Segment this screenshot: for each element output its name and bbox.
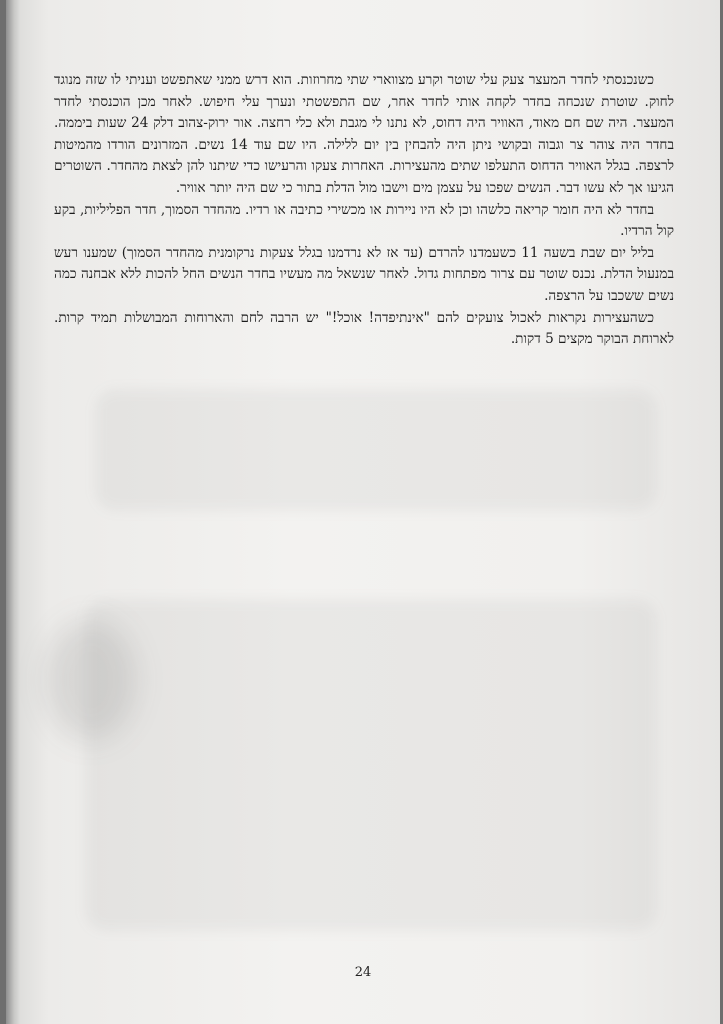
show-through-text (96, 390, 656, 510)
paragraph: כשנכנסתי לחדר המעצר צעק עלי שוטר וקרע מצווארי שתי מחרוזות. הוא דרש ממני שאתפשט ועניתי לו שזה מנוגד לחוק. שוטרת שנכחה בחדר לקחה אותי לחדר אחר, שם התפשטתי ונערך עלי חיפוש. לאחר מכן הוכנסתי לחדר המעצר. היה שם חם מאוד, האוויר היה דחוס, לא נתנו לי מגבת ולא כלי רחצה. אור ירוק-צהוב דלק 24 שעות ביממה. בחדר היה צוהר צר וגבוה ובקושי ניתן היה להבחין בין יום ללילה. היו שם עוד 14 נשים. המזרונים הורדו מהמיטות לרצפה. בגלל האוויר הדחוס התעלפו שתים מהעצירות. האחרות צעקו והרעישו כדי שיתנו להן לצאת מהחדר. השוטרים הגיעו אך לא עשו דבר. הנשים שפכו על עצמן מים וישבו מול הדלת בתור כי שם היה יותר אוויר. (54, 72, 674, 196)
paragraph: בליל יום שבת בשעה 11 כשעמדנו להרדם (עד אז לא נרדמנו בגלל צעקות נרקומנית מהחדר הסמוך) שמענו רעש במנעול הדלת. נכנס שוטר עם צרור מפתחות גדול. לאחר שנשאל מה מעשיו בחדר הנשים החל להכות ללא אבחנה כמה נשים ששכבו על הרצפה. (54, 244, 674, 304)
paragraph: בחדר לא היה חומר קריאה כלשהו וכן לא היו ניירות או מכשירי כתיבה או רדיו. מהחדר הסמוך, חדר הפליליות, בקע קול הרדיו. (54, 201, 674, 240)
page-binding-shadow (6, 0, 20, 1024)
finger-smudge (46, 620, 136, 740)
body-text (54, 70, 674, 351)
scanned-page (6, 0, 720, 1024)
page-number: 24 (354, 965, 372, 980)
show-through-text (86, 600, 656, 930)
paragraph: כשהעצירות נקראות לאכול צועקים להם "אינתיפדה! אוכל!" יש הרבה לחם והארוחות המבושלות תמיד קרות. לארוחת הבוקר מקצים 5 דקות. (54, 309, 674, 348)
